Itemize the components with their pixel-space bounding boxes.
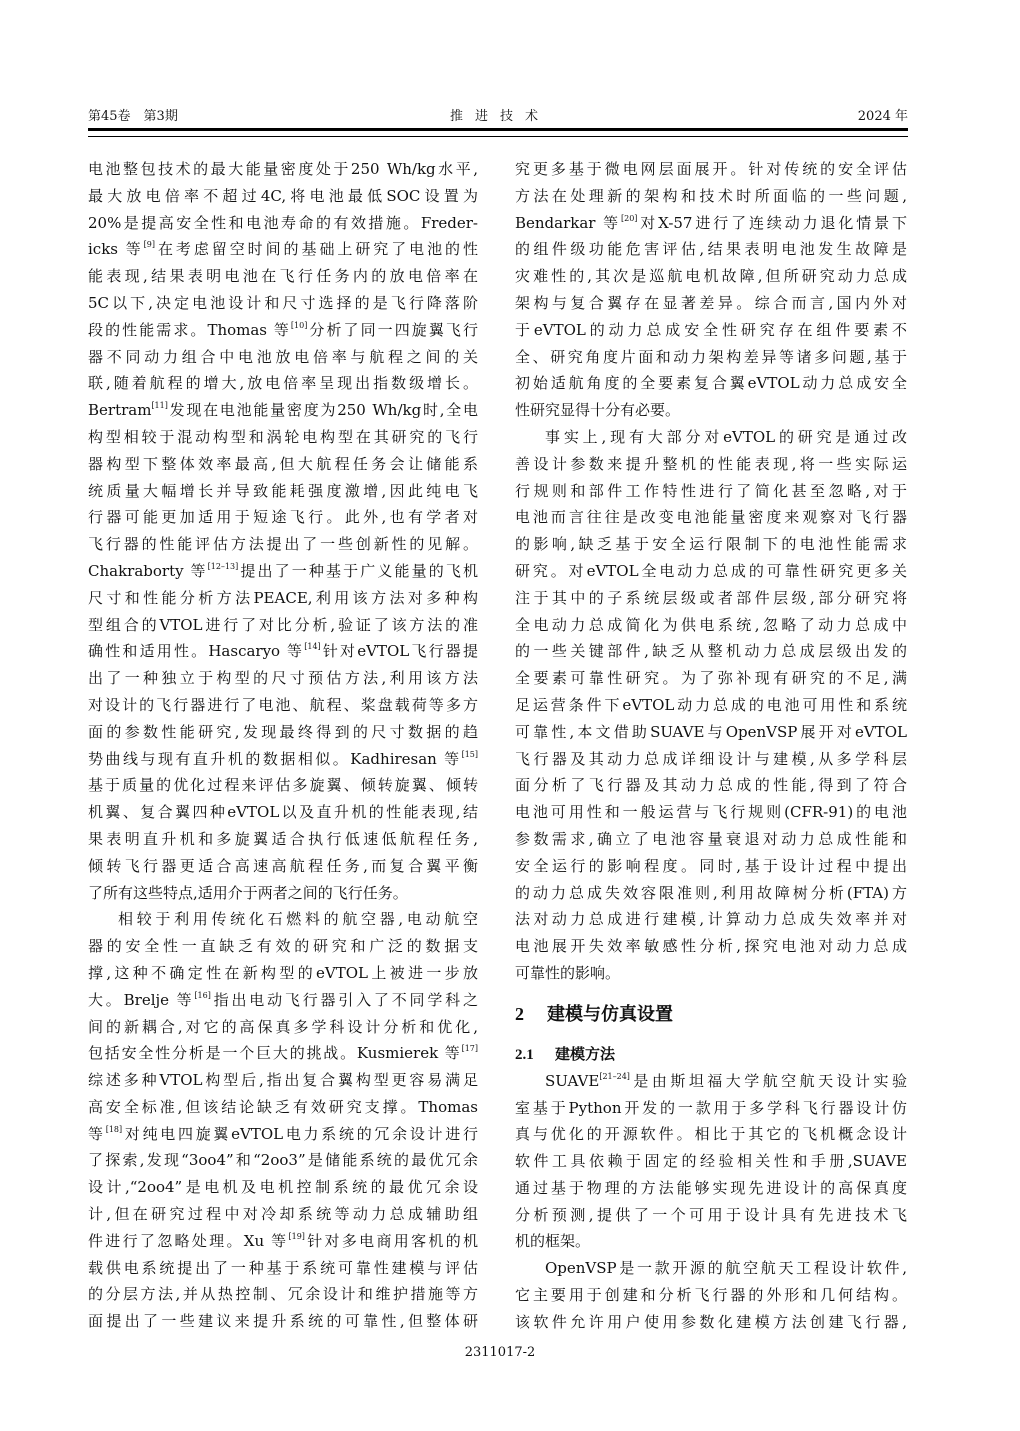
text-line: 于eVTOL的动力总成安全性研究存在组件要素不 [515, 320, 907, 339]
text-line: 全、研究角度片面和动力架构差异等诸多问题,基于 [515, 347, 907, 366]
text-line: 全电动力总成简化为供电系统,忽略了动力总成中 [515, 615, 907, 634]
text-line: 面的参数性能研究,发现最终得到的尺寸数据的趋 [88, 722, 478, 741]
citation-ref: [17] [461, 1044, 478, 1054]
text-line [88, 397, 478, 424]
paragraph [515, 1068, 907, 1256]
header-rule-thin [88, 136, 908, 137]
text-line: 机翼、复合翼四种eVTOL以及直升机的性能表现,结 [88, 803, 478, 822]
text-line: 注于其中的子系统层级或者部件层级,部分研究将 [515, 588, 907, 607]
text-line: 分析预测,提供了一个可用于设计具有先进技术飞 [515, 1205, 907, 1224]
text-segment: 在考虑留空时间的基础上研究了电池的性 [155, 240, 478, 259]
text-line: 对设计的飞行器进行了电池、航程、桨盘载荷等多方 [88, 695, 478, 714]
text-line: 性研究显得十分有必要。 [515, 401, 681, 420]
text-line: 设计,“2oo4”是电机及电机控制系统的最优冗余设 [88, 1178, 478, 1197]
text-line: 参数需求,确立了电池容量衰退对动力总成性能和 [515, 829, 907, 848]
text-segment: 对X-57进行了连续动力退化情景下 [637, 213, 907, 232]
text-line [88, 236, 478, 263]
text-line: 最大放电倍率不超过4C,将电池最低SOC设置为 [88, 186, 478, 205]
text-line: 它主要用于创建和分析飞行器的外形和几何结构。 [515, 1286, 907, 1305]
text-line: 电池展开失效率敏感性分析,探究电池对动力总成 [515, 937, 907, 956]
citation-ref: [12–13] [207, 561, 239, 571]
text-line: 5C以下,决定电池设计和尺寸选择的是飞行降落阶 [88, 293, 478, 312]
text-line: 20%是提高安全性和电池寿命的有效措施。Freder- [88, 213, 478, 232]
text-line: 飞行器的性能评估方法提出了一些创新性的见解。 [88, 535, 478, 554]
text-line: 可靠性,本文借助SUAVE与OpenVSP展开对eVTOL [515, 722, 907, 741]
text-segment: icks 等 [88, 240, 144, 259]
text-line: 间的新耦合,对它的高保真多学科设计分析和优化, [88, 1017, 478, 1036]
text-segment: Chakraborty 等 [88, 561, 208, 580]
running-header-volume-issue: 第45卷 第3期 [88, 109, 178, 124]
text-line: 方法在处理新的架构和技术时所面临的一些问题, [515, 186, 907, 205]
text-line: 载供电系统提出了一种基于系统可靠性建模与评估 [88, 1258, 478, 1277]
citation-ref: [11] [151, 401, 168, 411]
text-segment: 对纯电四旋翼eVTOL电力系统的冗余设计进行 [122, 1124, 478, 1143]
text-line: 研究。对eVTOL全电动力总成的可靠性研究更多关 [515, 561, 907, 580]
heading-text: 建模与仿真设置 [547, 1003, 673, 1025]
text-line: 灾难性的,其次是巡航电机故障,但所研究动力总成 [515, 267, 907, 286]
running-header-journal: 推进技术 [449, 109, 550, 124]
paragraph [515, 156, 907, 424]
text-line: 可靠性的影响。 [515, 963, 621, 982]
text-line [88, 1121, 478, 1148]
paragraph [515, 1255, 907, 1335]
section-heading [515, 987, 907, 1041]
left-column [88, 156, 478, 1335]
text-line: 软件工具依赖于固定的经验相关性和手册,SUAVE [515, 1152, 907, 1171]
text-line: 型组合的VTOL进行了对比分析,验证了该方法的准 [88, 615, 478, 634]
paragraph [515, 424, 907, 987]
text-line: 器不同动力组合中电池放电倍率与航程之间的关 [88, 347, 478, 366]
text-line: 电池而言往往是改变电池能量密度来观察对飞行器 [515, 508, 907, 527]
text-line: 全要素可靠性研究。为了弥补现有研究的不足,满 [515, 669, 907, 688]
citation-ref: [19] [288, 1231, 305, 1241]
text-line: 足运营条件下eVTOL动力总成的电池可用性和系统 [515, 695, 907, 714]
text-line: 架构与复合翼存在显著差异。综合而言,国内外对 [515, 293, 907, 312]
text-line: 电池可用性和一般运营与飞行规则(CFR-91)的电池 [515, 803, 907, 822]
text-line: 尺寸和性能分析方法PEACE,利用该方法对多种构 [88, 588, 478, 607]
text-line: 事实上,现有大部分对eVTOL的研究是通过改 [545, 427, 907, 446]
right-column [515, 156, 907, 1336]
citation-ref: [15] [461, 749, 478, 759]
text-line: 撑,这种不确定性在新构型的eVTOL上被进一步放 [88, 963, 478, 982]
text-segment: 件进行了忽略处理。Xu 等 [88, 1231, 289, 1250]
heading-text: 建模方法 [555, 1044, 616, 1063]
header-rule-thick [88, 128, 908, 131]
text-line [88, 987, 478, 1014]
text-line: 的动力总成失效容限准则,利用故障树分析(FTA)方 [515, 883, 907, 902]
text-line: 机的框架。 [515, 1232, 591, 1251]
citation-ref: [18] [105, 1124, 123, 1134]
text-segment: 大。Brelje 等 [88, 990, 195, 1009]
text-line [88, 746, 478, 773]
text-segment: 提出了一种基于广义能量的飞机 [238, 561, 478, 580]
text-line: 的分层方法,并从热控制、冗余设计和维护措施等方 [88, 1285, 478, 1304]
text-line: 高安全标准,但该结论缺乏有效研究支撑。Thomas [88, 1097, 478, 1116]
text-segment: 指出电动飞行器引入了不同学科之 [210, 990, 478, 1009]
text-segment: Bendarkar 等 [515, 213, 621, 232]
text-line [88, 638, 478, 665]
text-line: 的影响,缺乏基于安全运行限制下的电池性能需求 [515, 535, 907, 554]
text-line: 安全运行的影响程度。同时,基于设计过程中提出 [515, 856, 907, 875]
heading-number: 2.1 [515, 1046, 534, 1063]
text-line: 通过基于物理的方法能够实现先进设计的高保真度 [515, 1178, 907, 1197]
text-line: 基于质量的优化过程来评估多旋翼、倾转旋翼、倾转 [88, 776, 478, 795]
text-line [88, 558, 478, 585]
heading-number: 2 [515, 1003, 524, 1024]
text-segment: 是由斯坦福大学航空航天设计实验 [629, 1071, 907, 1090]
text-line: 该软件允许用户使用参数化建模方法创建飞行器, [515, 1312, 907, 1331]
text-line [515, 210, 907, 237]
text-segment: 确性和适用性。Hascaryo 等 [88, 642, 305, 661]
text-line: OpenVSP是一款开源的航空航天工程设计软件, [545, 1259, 907, 1278]
citation-ref: [16] [194, 990, 211, 1000]
text-line: 统质量大幅增长并导致能耗强度激增,因此纯电飞 [88, 481, 478, 500]
text-line: 室基于Python开发的一款用于多学科飞行器设计仿 [515, 1098, 907, 1117]
text-line: 面分析了飞行器及其动力总成的性能,得到了符合 [515, 776, 907, 795]
text-line: 果表明直升机和多旋翼适合执行低速低航程任务, [88, 829, 478, 848]
text-line: 行规则和部件工作特性进行了简化甚至忽略,对于 [515, 481, 907, 500]
text-line: 器构型下整体效率最高,但大航程任务会让储能系 [88, 454, 478, 473]
paragraph [88, 906, 478, 1335]
text-line: 面提出了一些建议来提升系统的可靠性,但整体研 [88, 1312, 478, 1331]
text-line: 出了一种独立于构型的尺寸预估方法,利用该方法 [88, 669, 478, 688]
text-segment: 发现在电池能量密度为250 Wh/kg时,全电 [167, 401, 478, 420]
page-number: 2311017-2 [464, 1345, 536, 1360]
text-line: 的组件级功能危害评估,结果表明电池发生故障是 [515, 240, 907, 259]
text-line [88, 1040, 478, 1067]
text-line: 器的安全性一直缺乏有效的研究和广泛的数据支 [88, 937, 478, 956]
text-segment: 势曲线与现有直升机的数据相似。Kadhiresan 等 [88, 749, 462, 768]
text-line: 联,随着航程的增大,放电倍率呈现出指数级增长。 [88, 374, 478, 393]
text-segment: SUAVE [545, 1071, 600, 1090]
citation-ref: [21–24] [599, 1071, 630, 1081]
text-line: 构型相较于混动构型和涡轮电构型在其研究的飞行 [88, 427, 478, 446]
text-line: 相较于利用传统化石燃料的航空器,电动航空 [118, 910, 478, 929]
text-segment: 等 [88, 1124, 106, 1143]
subsection-heading [515, 1041, 907, 1068]
text-line: 法对动力总成进行建模,计算动力总成失效率并对 [515, 910, 907, 929]
text-line: 倾转飞行器更适合高速高航程任务,而复合翼平衡 [88, 856, 478, 875]
text-segment: Bertram [88, 401, 152, 420]
text-line: 的一些关键部件,缺乏从整机动力总成层级出发的 [515, 642, 907, 661]
citation-ref: [20] [621, 213, 638, 223]
text-line: 善设计参数来提升整机的性能表现,将一些实际运 [515, 454, 907, 473]
text-line: 了探索,发现“3oo4”和“2oo3”是储能系统的最优冗余 [88, 1151, 478, 1170]
text-segment: 段的性能需求。Thomas 等 [88, 320, 291, 339]
text-line: 飞行器及其动力总成详细设计与建模,从多学科层 [515, 749, 907, 768]
text-line: 真与优化的开源软件。相比于其它的飞机概念设计 [515, 1125, 907, 1144]
text-line: 综述多种VTOL构型后,指出复合翼构型更容易满足 [88, 1071, 478, 1090]
text-line [88, 1228, 478, 1255]
running-header-year: 2024 年 [857, 109, 908, 124]
text-line: 行器可能更加适用于短途飞行。此外,也有学者对 [88, 508, 478, 527]
citation-ref: [9] [143, 240, 155, 250]
text-line: 了所有这些特点,适用介于两者之间的飞行任务。 [88, 883, 408, 902]
text-segment: 针对多电商用客机的机 [304, 1231, 478, 1250]
text-line: 计,但在研究过程中对冷却系统等动力总成辅助组 [88, 1205, 478, 1224]
citation-ref: [14] [304, 642, 321, 652]
text-segment: 包括安全性分析是一个巨大的挑战。Kusmierek 等 [88, 1044, 462, 1063]
text-line: 究更多基于微电网层面展开。针对传统的安全评估 [515, 160, 907, 178]
text-segment: 分析了同一四旋翼飞行 [307, 320, 478, 339]
text-line: 初始适航角度的全要素复合翼eVTOL动力总成安全 [515, 374, 907, 393]
paragraph [88, 156, 478, 906]
text-line [515, 1068, 907, 1095]
text-line: 电池整包技术的最大能量密度处于250 Wh/kg水平, [88, 160, 478, 178]
text-segment: 针对eVTOL飞行器提 [320, 642, 478, 661]
text-line [88, 317, 478, 344]
citation-ref: [10] [290, 320, 308, 330]
text-line: 能表现,结果表明电池在飞行任务内的放电倍率在 [88, 267, 478, 286]
